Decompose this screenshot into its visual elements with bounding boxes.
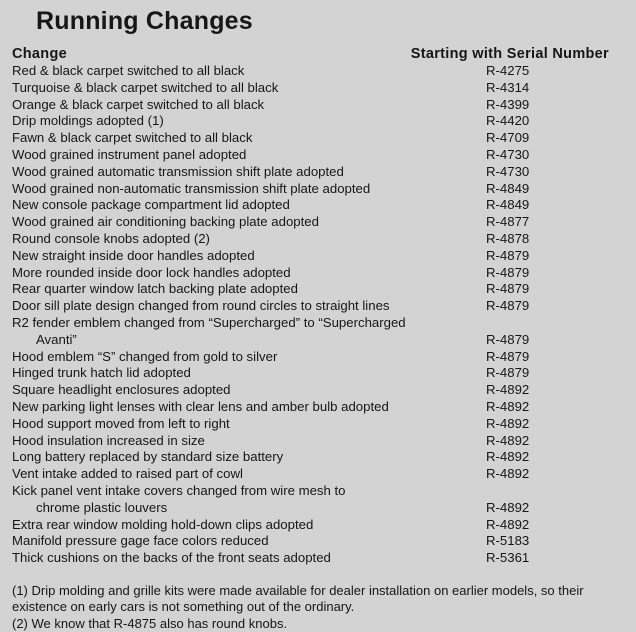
change-cell [12,281,298,298]
table-row [0,281,636,298]
table-row [0,365,636,382]
table-row [0,550,636,567]
change-cell [12,164,344,181]
change-cell [12,483,346,517]
change-text: Round console knobs adopted (2) [12,230,210,246]
change-text: Thick cushions on the backs of the front seats adopted [12,550,331,566]
serial-cell: R-4879 [486,281,530,297]
serial-cell: R-4892 [486,516,530,532]
change-cell [12,130,252,147]
change-text: Manifold pressure gage face colors reduced [12,533,269,549]
footnote-line: (1) Drip molding and grille kits were made available for dealer installation on earlier models, so their [12,583,584,598]
change-column-header: Change [12,46,67,62]
change-text: Square headlight enclosures adopted [12,382,231,398]
table-row [0,466,636,483]
change-text: New parking light lenses with clear lens and amber bulb adopted [12,398,389,414]
footnotes [12,583,627,632]
change-cell [12,365,191,382]
table-row [0,248,636,265]
table-row [0,63,636,80]
change-cell [12,113,164,130]
serial-cell: R-4879 [486,348,530,364]
change-cell [12,416,230,433]
change-cell [12,449,283,466]
table-row [0,449,636,466]
change-cell [12,433,205,450]
change-cell [12,147,246,164]
change-text: Extra rear window molding hold-down clips adopted [12,516,314,532]
table-row [0,80,636,97]
change-cell [12,517,313,534]
change-text: Orange & black carpet switched to all black [12,96,265,112]
serial-cell: R-4420 [486,113,530,129]
change-text: Turquoise & black carpet switched to all black [12,79,279,95]
serial-cell: R-4879 [486,331,530,347]
table-row [0,113,636,130]
table-row [0,130,636,147]
table-row [0,483,636,517]
change-text: More rounded inside door lock handles adopted [12,264,291,280]
table-row [0,315,636,349]
change-cell [12,248,255,265]
change-cell [12,399,389,416]
table-row [0,181,636,198]
serial-cell: R-4892 [486,382,530,398]
serial-column-header: Starting with Serial Number [410,46,609,62]
table-row [0,399,636,416]
table-row [0,265,636,282]
change-cell [12,265,291,282]
serial-cell: R-4730 [486,163,530,179]
table-row [0,533,636,550]
change-cell [12,181,370,198]
change-text: Hood insulation increased in size [12,432,205,448]
serial-cell: R-4399 [486,96,530,112]
change-cell [12,466,243,483]
serial-cell: R-5361 [486,550,530,566]
table-row [0,214,636,231]
serial-cell: R-4892 [486,449,530,465]
serial-cell: R-4878 [486,230,530,246]
serial-cell: R-4879 [486,365,530,381]
change-text: Wood grained instrument panel adopted [12,146,247,162]
serial-cell: R-4877 [486,214,530,230]
table-row [0,197,636,214]
change-cell [12,231,210,248]
change-text: Wood grained air conditioning backing plate adopted [12,214,319,230]
serial-cell: R-4892 [486,398,530,414]
serial-cell: R-4892 [486,499,530,515]
table-row [0,382,636,399]
table-row [0,147,636,164]
serial-cell: R-4314 [486,79,530,95]
change-text: New console package compartment lid adopted [12,197,290,213]
change-text: Long battery replaced by standard size battery [12,449,284,465]
change-text: Drip moldings adopted (1) [12,113,164,129]
change-text: Wood grained automatic transmission shift plate adopted [12,163,344,179]
change-text: Hood support moved from left to right [12,415,230,431]
change-cell [12,298,390,315]
page-title: Running Changes [36,7,253,35]
serial-cell: R-4892 [486,432,530,448]
change-cell [12,197,290,214]
serial-cell: R-4879 [486,298,530,314]
serial-cell: R-4879 [486,247,530,263]
change-text: Door sill plate design changed from round circles to straight lines [12,298,390,314]
change-cell [12,315,406,349]
change-text: Red & black carpet switched to all black [12,63,245,78]
footnote-line: existence on early cars is not something out of the ordinary. [12,599,355,615]
change-text: R2 fender emblem changed from “Supercharged” to “Supercharged [12,314,406,330]
serial-cell: R-5183 [486,533,530,549]
change-text: Vent intake added to raised part of cowl [12,466,243,482]
change-cell [12,533,269,550]
serial-cell: R-4849 [486,197,530,213]
table-row [0,231,636,248]
serial-cell: R-4892 [486,466,530,482]
table-row [0,416,636,433]
table-row [0,349,636,366]
change-cell [12,349,277,366]
change-cell [12,80,278,97]
serial-cell: R-4879 [486,264,530,280]
table-row [0,517,636,534]
change-cell [12,214,319,231]
serial-cell: R-4849 [486,180,530,196]
change-text-continued: Avanti” [36,331,77,347]
serial-cell: R-4730 [486,146,530,162]
serial-cell: R-4275 [486,63,530,78]
change-text: Hinged trunk hatch lid adopted [12,365,191,381]
change-cell [12,63,244,80]
change-cell [12,550,331,567]
change-cell [12,382,231,399]
table-row [0,433,636,450]
change-text: Hood emblem “S” changed from gold to silver [12,348,278,364]
change-text-continued: chrome plastic louvers [36,499,168,515]
change-cell [12,97,264,114]
table-row [0,164,636,181]
change-text: Wood grained non-automatic transmission shift plate adopted [12,180,371,196]
footnote-line: (2) We know that R-4875 also has round knobs. [12,615,288,631]
change-text: Kick panel vent intake covers changed from wire mesh to [12,482,346,498]
table-row [0,298,636,315]
changes-table [0,63,636,567]
change-text: New straight inside door handles adopted [12,247,255,263]
change-text: Fawn & black carpet switched to all black [12,130,253,146]
serial-cell: R-4892 [486,415,530,431]
table-row [0,97,636,114]
change-text: Rear quarter window latch backing plate adopted [12,281,298,297]
serial-cell: R-4709 [486,130,530,146]
